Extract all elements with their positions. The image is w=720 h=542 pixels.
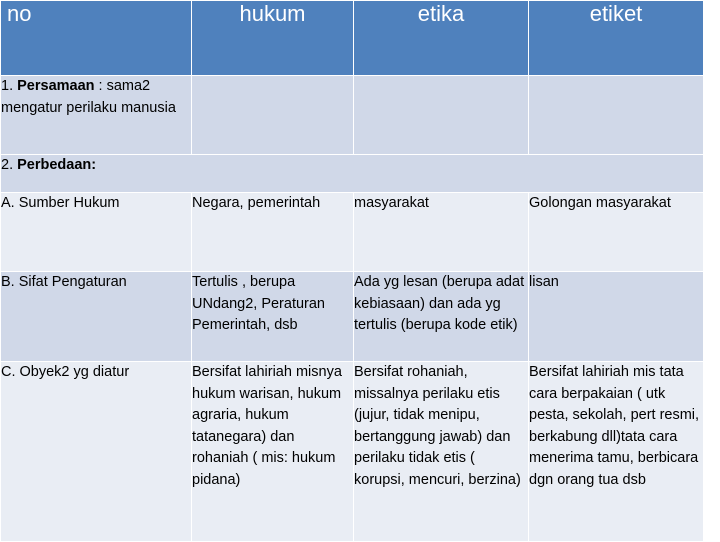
perbedaan-number: 2. <box>1 157 14 173</box>
table-row <box>1 193 704 272</box>
row-label: A. Sumber Hukum <box>1 193 192 272</box>
header-row <box>1 1 704 76</box>
table-row <box>1 272 704 362</box>
header-hukum: hukum <box>192 1 354 76</box>
etiket-cell: Golongan masyarakat <box>529 193 704 272</box>
hukum-cell: Negara, pemerintah <box>192 193 354 272</box>
row-label: B. Sifat Pengaturan <box>1 272 192 362</box>
etiket-cell: lisan <box>529 272 704 362</box>
empty-cell <box>529 76 704 155</box>
header-etika: etika <box>354 1 529 76</box>
table-row-perbedaan <box>1 155 704 193</box>
persamaan-cell <box>1 76 192 155</box>
etika-cell: masyarakat <box>354 193 529 272</box>
etiket-cell: Bersifat lahiriah mis tata cara berpakaian ( utk pesta, sekolah, pert resmi, berkabung dll)tata cara menerima tamu, berbicara dgn orang tua dsb <box>529 362 704 542</box>
table-row-persamaan <box>1 76 704 155</box>
header-etiket: etiket <box>529 1 704 76</box>
hukum-cell: Bersifat lahiriah misnya hukum warisan, hukum agraria, hukum tatanegara) dan rohaniah ( mis: hukum pidana) <box>192 362 354 542</box>
table-row <box>1 362 704 542</box>
persamaan-text: : sama2 mengatur perilaku manusia <box>1 78 176 116</box>
persamaan-label: Persamaan <box>17 78 95 94</box>
row-label: C. Obyek2 yg diatur <box>1 362 192 542</box>
persamaan-number: 1. <box>1 78 14 94</box>
empty-cell <box>354 76 529 155</box>
etika-cell: Ada yg lesan (berupa adat kebiasaan) dan ada yg tertulis (berupa kode etik) <box>354 272 529 362</box>
etika-cell: Bersifat rohaniah, missalnya perilaku etis (jujur, tidak menipu, bertanggung jawab) dan perilaku tidak etis ( korupsi, mencuri, berzina) <box>354 362 529 542</box>
hukum-cell: Tertulis , berupa UNdang2, Peraturan Pemerintah, dsb <box>192 272 354 362</box>
header-no: no <box>1 1 192 76</box>
empty-cell <box>192 76 354 155</box>
perbedaan-cell <box>1 155 704 193</box>
perbedaan-label: Perbedaan: <box>17 157 97 173</box>
